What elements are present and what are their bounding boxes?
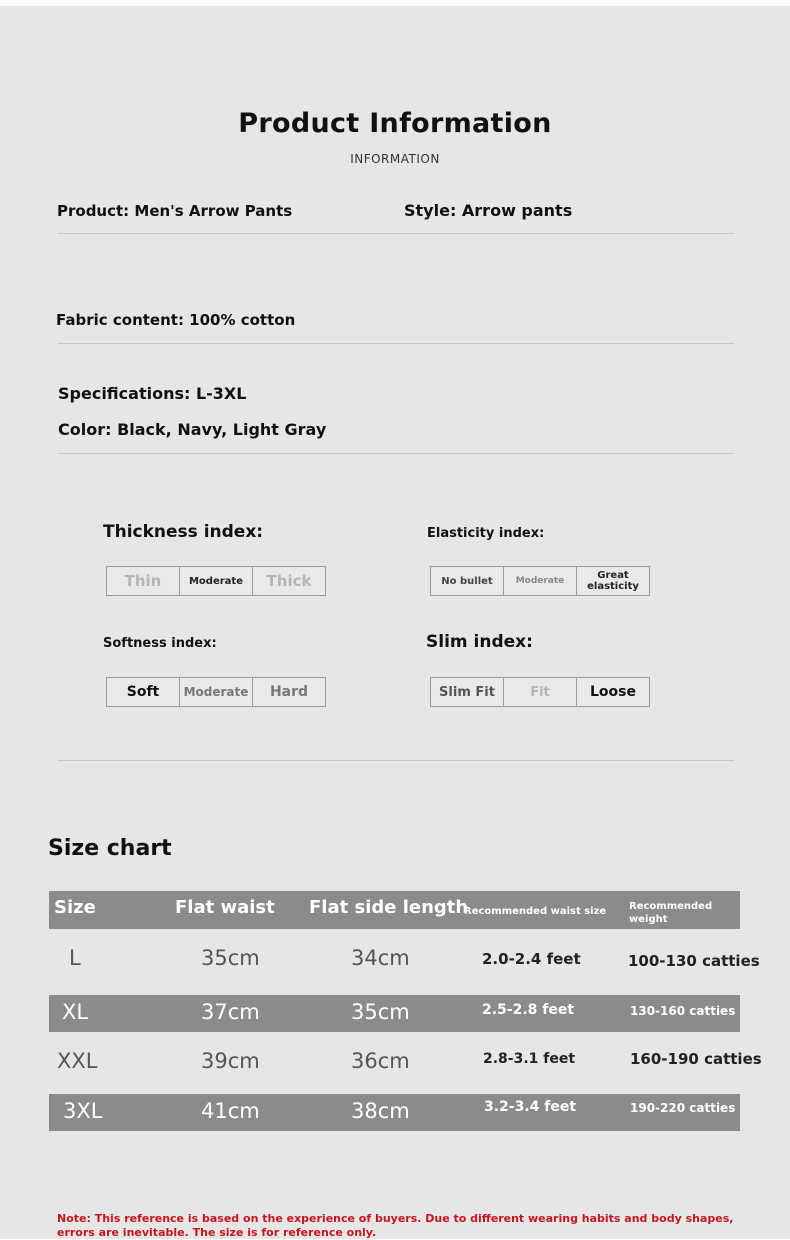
thickness-index-bar [106, 566, 326, 596]
cell-flat-side-length: 35cm [351, 1000, 410, 1024]
header-flat-side-length: Flat side length [309, 897, 469, 918]
cell-flat-waist: 37cm [201, 1000, 260, 1024]
cell-size: 3XL [63, 1099, 103, 1123]
table-row [49, 1094, 740, 1131]
table-row [49, 995, 740, 1032]
color-options: Color: Black, Navy, Light Gray [58, 420, 327, 439]
cell-flat-waist: 39cm [201, 1049, 260, 1073]
header-flat-waist: Flat waist [175, 897, 275, 918]
softness-option-soft: Soft [126, 684, 160, 700]
cell-flat-waist: 41cm [201, 1099, 260, 1123]
elasticity-option-moderate: Moderate [503, 567, 576, 595]
cell-recommended-weight: 100-130 catties [628, 952, 760, 970]
cell-recommended-weight: 130-160 catties [630, 1004, 736, 1018]
cell-recommended-weight: 190-220 catties [630, 1101, 736, 1115]
elasticity-option-great: Great elasticity [576, 567, 649, 595]
thickness-option-moderate: Moderate [179, 567, 252, 595]
header-recommended-weight: Recommended weight [629, 901, 713, 925]
thickness-index-title: Thickness index: [103, 522, 264, 542]
softness-option-moderate: Moderate [179, 678, 252, 706]
cell-flat-side-length: 38cm [351, 1099, 410, 1123]
cell-recommended-waist: 2.8-3.1 feet [483, 1051, 576, 1067]
page-subtitle: INFORMATION [350, 152, 440, 166]
fabric-content: Fabric content: 100% cotton [56, 311, 296, 329]
divider [58, 233, 734, 234]
divider [58, 453, 734, 454]
cell-size: L [69, 946, 81, 970]
elasticity-index-bar [430, 566, 650, 596]
softness-option-hard: Hard [252, 678, 325, 706]
header-recommended-waist: Recommended waist size [464, 906, 607, 917]
table-row [49, 941, 760, 978]
cell-recommended-waist: 2.0-2.4 feet [482, 950, 581, 968]
table-row [49, 1044, 762, 1081]
cell-flat-waist: 35cm [201, 946, 260, 970]
page-title: Product Information [238, 108, 552, 139]
thickness-option-thin: Thin [124, 572, 162, 590]
product-style: Style: Arrow pants [404, 201, 573, 220]
cell-size: XL [62, 1000, 89, 1024]
cell-recommended-waist: 2.5-2.8 feet [482, 1002, 575, 1018]
cell-size: XXL [57, 1049, 98, 1073]
divider [58, 760, 734, 761]
cell-recommended-weight: 160-190 catties [630, 1050, 762, 1068]
slim-index-title: Slim index: [426, 632, 533, 652]
disclaimer-note: Note: This reference is based on the experience of buyers. Due to different wearing habits and body shapes, errors are inevitable. The size is for reference only. [57, 1212, 734, 1239]
cell-recommended-waist: 3.2-3.4 feet [484, 1099, 577, 1115]
divider [58, 343, 734, 344]
size-chart-title: Size chart [48, 836, 172, 861]
elasticity-index-title: Elasticity index: [427, 526, 545, 541]
elasticity-option-no-bullet: No bullet [441, 575, 493, 587]
slim-option-slim-fit: Slim Fit [439, 684, 495, 700]
softness-index-title: Softness index: [103, 636, 217, 651]
size-chart-header [49, 891, 740, 929]
product-name: Product: Men's Arrow Pants [57, 202, 293, 220]
header-size: Size [54, 897, 96, 918]
thickness-option-thick: Thick [252, 567, 325, 595]
slim-option-fit: Fit [503, 678, 576, 706]
slim-option-loose: Loose [576, 678, 649, 706]
specifications: Specifications: L-3XL [58, 384, 247, 403]
softness-index-bar [106, 677, 326, 707]
cell-flat-side-length: 36cm [351, 1049, 410, 1073]
slim-index-bar [430, 677, 650, 707]
cell-flat-side-length: 34cm [351, 946, 410, 970]
